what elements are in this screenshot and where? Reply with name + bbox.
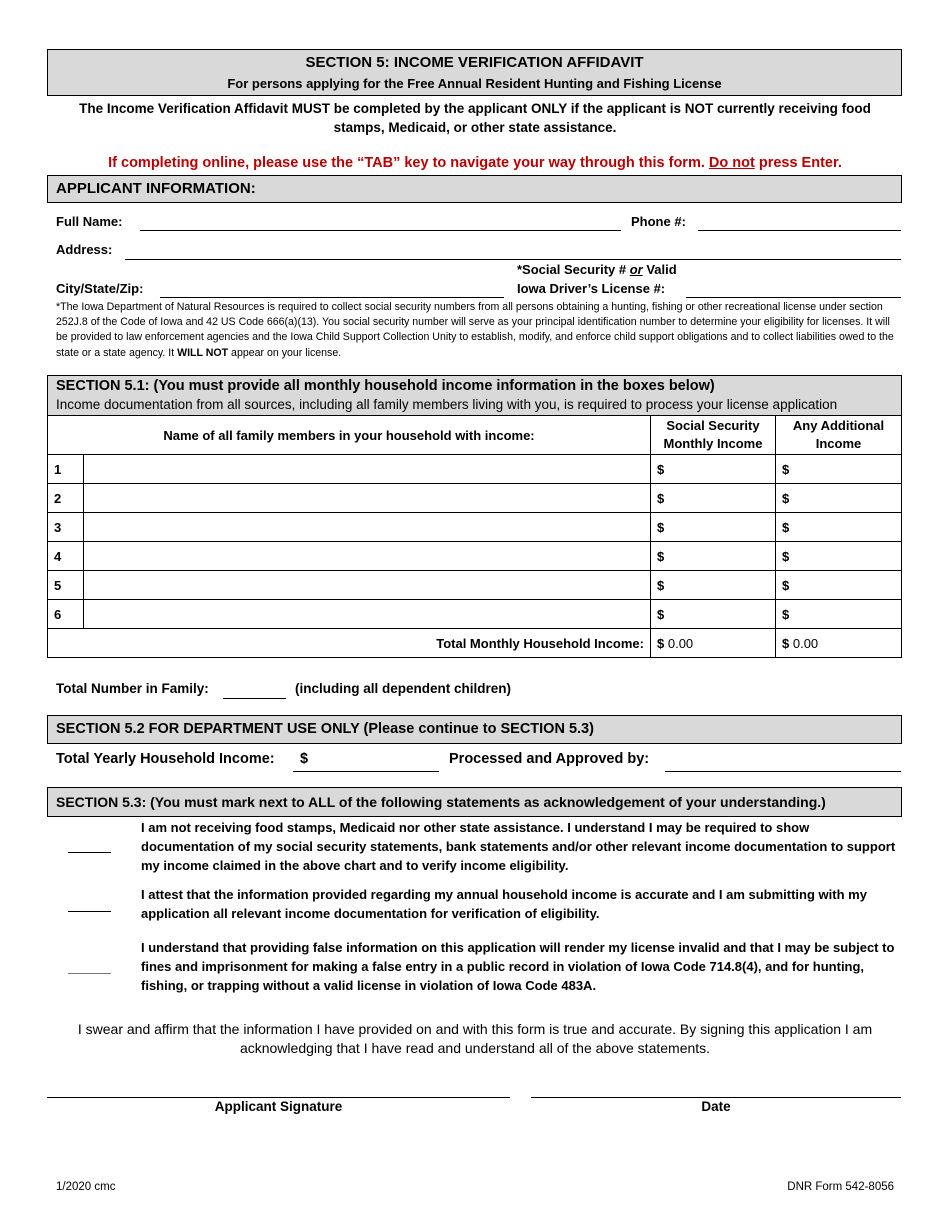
footer-left: 1/2020 cmc (56, 1181, 116, 1193)
additional-income-input[interactable]: $ (776, 600, 902, 629)
section51-title: SECTION 5.1: (You must provide all monthly household income information in the boxes below) (56, 378, 715, 394)
col-ss-line2: Monthly Income (663, 436, 763, 451)
section52-title: SECTION 5.2 FOR DEPARTMENT USE ONLY (Please continue to SECTION 5.3) (56, 721, 594, 737)
col-ss-header (651, 416, 776, 455)
additional-income-input[interactable]: $ (776, 513, 902, 542)
ssn-license-field[interactable] (686, 297, 901, 298)
row-number: 5 (48, 571, 84, 600)
intro-text: The Income Verification Affidavit MUST be completed by the applicant ONLY if the applicant is NOT currently receiving food stamps, Medicaid, or other state assistance. (79, 101, 871, 135)
total-add-value: 0.00 (792, 635, 819, 651)
full-name-field[interactable] (140, 230, 621, 231)
additional-income-input[interactable]: $ (776, 571, 902, 600)
total-add-cell (776, 629, 902, 658)
online-notice-before: If completing online, please use the “TAB” key to navigate your way through this form. (108, 155, 709, 171)
city-label: City/State/Zip: (56, 281, 144, 296)
approved-by-field[interactable] (665, 771, 901, 772)
section53-title: SECTION 5.3: (You must mark next to ALL of the following statements as acknowledgement of your understanding.) (56, 794, 826, 810)
date-label: Date (701, 1099, 731, 1114)
row-number: 4 (48, 542, 84, 571)
online-notice (40, 155, 910, 171)
applicant-section-bar (47, 175, 902, 203)
col-add-line2: Income (815, 436, 862, 451)
privacy-note-text: *The Iowa Department of Natural Resources is required to collect social security numbers from all persons obtaining a hunting, fishing or other recreational license under section 252J.8 of the Code of Iowa and 42 US Code 666(a)(13). You social security number will serve as your principal identification number to determine your eligibility for licenses. It will be provided to law enforcement agencies and the Iowa Child Support Collection Unity to establish, modify, and enforce child support obligations and to collect liabilities owed to the state or a state agency. It (56, 301, 894, 359)
section53-bar (47, 787, 902, 817)
phone-field[interactable] (698, 230, 901, 231)
table-row (48, 571, 902, 600)
statement-1: I am not receiving food stamps, Medicaid nor other state assistance. I understand I may be required to show documentation of my social security statements, bank statements and/or other relevant income documentation to support my income claimed in the above chart and to verify income eligibility. (141, 820, 896, 873)
additional-income-input[interactable]: $ (776, 455, 902, 484)
family-member-name-input[interactable] (84, 513, 651, 542)
col-name-header: Name of all family members in your household with income: (48, 416, 651, 455)
ss-income-input[interactable]: $ (651, 455, 776, 484)
table-row (48, 484, 902, 513)
ack-checkbox-2[interactable] (68, 911, 111, 912)
statement-3: I understand that providing false information on this application will render my license invalid and that I may be subject to fines and imprisonment for making a false entry in a public record in violation of Iowa Code 714.8(4), and for hunting, fishing, or trapping without a valid license in violation of Iowa Code 483A. (141, 940, 895, 993)
total-ss-currency: $ (657, 635, 665, 651)
online-notice-underlined: Do not (708, 155, 755, 171)
ack-checkbox-3[interactable] (68, 973, 111, 974)
yearly-income-field[interactable] (293, 771, 439, 772)
yearly-income-currency: $ (300, 751, 309, 767)
form-title: SECTION 5: INCOME VERIFICATION AFFIDAVIT (305, 54, 644, 71)
ssn-label-a: *Social Security # (517, 262, 630, 277)
phone-label: Phone #: (631, 214, 686, 229)
table-row (48, 542, 902, 571)
ss-income-input[interactable]: $ (651, 600, 776, 629)
privacy-note-bold: WILL NOT (177, 346, 229, 359)
additional-income-input[interactable]: $ (776, 484, 902, 513)
section51-bar (47, 375, 902, 416)
address-field[interactable] (125, 259, 901, 260)
privacy-note-after: appear on your license. (228, 346, 342, 359)
total-ss-cell (651, 629, 776, 658)
row-number: 6 (48, 600, 84, 629)
income-table-header (48, 416, 902, 455)
footer-right: DNR Form 542-8056 (787, 1181, 894, 1193)
family-count-field[interactable] (223, 698, 286, 699)
ssn-label-b: Valid (642, 262, 677, 277)
family-count-label: Total Number in Family: (56, 681, 209, 696)
total-label: Total Monthly Household Income: (48, 629, 651, 658)
additional-income-input[interactable]: $ (776, 542, 902, 571)
city-field[interactable] (160, 297, 504, 298)
total-add-currency: $ (782, 635, 790, 651)
address-label: Address: (56, 242, 113, 257)
online-notice-after: press Enter. (754, 155, 842, 171)
section51-subtitle: Income documentation from all sources, including all family members living with you, is required to process your license application (56, 397, 838, 412)
family-member-name-input[interactable] (84, 600, 651, 629)
income-table (47, 415, 902, 658)
privacy-note (56, 300, 896, 361)
table-row (48, 513, 902, 542)
table-row (48, 600, 902, 629)
family-member-name-input[interactable] (84, 542, 651, 571)
applicant-section-title: APPLICANT INFORMATION: (56, 180, 256, 197)
col-add-header (776, 416, 902, 455)
col-add-line1: Any Additional (792, 418, 885, 433)
full-name-label: Full Name: (56, 214, 123, 229)
total-ss-value: 0.00 (667, 635, 694, 651)
ss-income-input[interactable]: $ (651, 513, 776, 542)
ss-income-input[interactable]: $ (651, 542, 776, 571)
signature-label: Applicant Signature (214, 1099, 343, 1114)
yearly-income-label: Total Yearly Household Income: (56, 751, 275, 767)
ss-income-input[interactable]: $ (651, 484, 776, 513)
ssn-label-or: or (629, 262, 643, 277)
total-row (48, 629, 902, 658)
ss-income-input[interactable]: $ (651, 571, 776, 600)
row-number: 1 (48, 455, 84, 484)
approved-by-label: Processed and Approved by: (449, 751, 650, 767)
section52-bar (47, 715, 902, 744)
form-subtitle: For persons applying for the Free Annual Resident Hunting and Fishing License (227, 76, 722, 91)
family-count-suffix: (including all dependent children) (295, 681, 512, 696)
row-number: 2 (48, 484, 84, 513)
ack-checkbox-1[interactable] (68, 852, 111, 853)
statement-2: I attest that the information provided regarding my annual household income is accurate and I am submitting with my application all relevant income documentation for verification of eligibility. (141, 887, 867, 921)
family-member-name-input[interactable] (84, 455, 651, 484)
family-member-name-input[interactable] (84, 484, 651, 513)
date-field[interactable] (531, 1097, 901, 1098)
family-member-name-input[interactable] (84, 571, 651, 600)
license-label: Iowa Driver’s License #: (517, 281, 666, 296)
oath-text: I swear and affirm that the information I have provided on and with this form is true and accurate. By signing this application I am acknowledging that I have read and understand all of the above statements. (77, 1021, 873, 1056)
form-header (47, 49, 902, 96)
ssn-label (517, 262, 677, 277)
row-number: 3 (48, 513, 84, 542)
table-row (48, 455, 902, 484)
col-ss-line1: Social Security (666, 418, 760, 433)
signature-field[interactable] (47, 1097, 510, 1098)
